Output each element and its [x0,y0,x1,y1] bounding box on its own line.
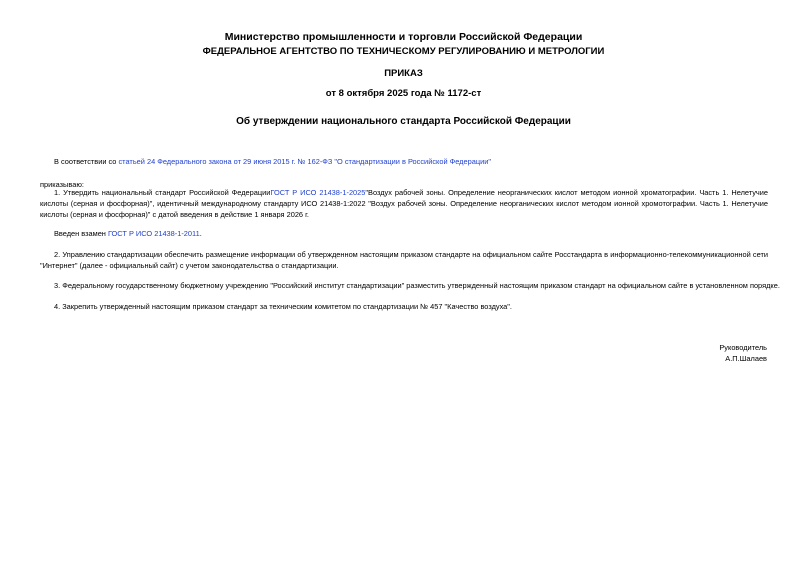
legal-basis-paragraph [40,156,768,167]
order-item-1-text: "Воздух рабочей зоны. Определение неорганических кислот методом ионной хроматографии. Часть 1. Нелетучие кислоты (серная и фосфорная)", идентичный международному стандарту ИСО 21438-1:2022 "Воздух рабочей зоны. Определение неорганических кислот методом ионной хромотографии. Часть 1. Нелетучие кислоты (серная и фосфорная)" с датой введения в действие 1 января 2026 г. [40,188,768,219]
order-item-4: 4. Закрепить утвержденный настоящим приказом стандарт за техническим комитетом по стандартизации № 457 "Качество воздуха". [54,302,512,311]
order-item-1 [40,187,768,220]
signature-block [719,342,767,364]
order-item-3: 3. Федеральному государственному бюджетному учреждению "Российский институт стандартизации" разместить утвержденный настоящим приказом стандарт на официальном сайте в установленном порядке. [54,281,780,290]
document-type: ПРИКАЗ [384,68,423,79]
standard-2025-link[interactable]: ГОСТ Р ИСО 21438-1-2025 [270,188,366,197]
replaced-suffix: . [199,229,202,238]
signatory-position: Руководитель [719,343,767,352]
ordering-word: приказываю: [40,180,84,189]
replaced-standard-paragraph [40,228,768,239]
federal-law-link[interactable]: статьей 24 Федерального закона от 29 июня 2015 г. № 162-ФЗ "О стандартизации в Российской Федерации" [118,157,491,166]
legal-basis-prefix: В соответствии со [54,157,119,166]
replaced-prefix: Введен взамен [54,229,108,238]
agency-title: ФЕДЕРАЛЬНОЕ АГЕНТСТВО ПО ТЕХНИЧЕСКОМУ РЕГУЛИРОВАНИЮ И МЕТРОЛОГИИ [202,46,605,57]
order-item-1-prefix: 1. Утвердить национальный стандарт Российской Федерации [54,188,271,197]
signatory-name: А.П.Шалаев [725,354,767,363]
standard-2011-link[interactable]: ГОСТ Р ИСО 21438-1-2011 [107,229,200,238]
document-date-number: от 8 октября 2025 года № 1172-ст [325,88,482,99]
ministry-title: Министерство промышленности и торговли Российской Федерации [224,31,583,43]
order-item-2: 2. Управлению стандартизации обеспечить размещение информации об утвержденном настоящим приказом стандарте на официальном сайте Росстандарта в информационно-телекоммуникационной сети "Интернет" (далее - официальный сайт) с учетом законодательства о стандартизации. [40,250,768,270]
document-subject: Об утверждении национального стандарта Российской Федерации [236,116,571,127]
